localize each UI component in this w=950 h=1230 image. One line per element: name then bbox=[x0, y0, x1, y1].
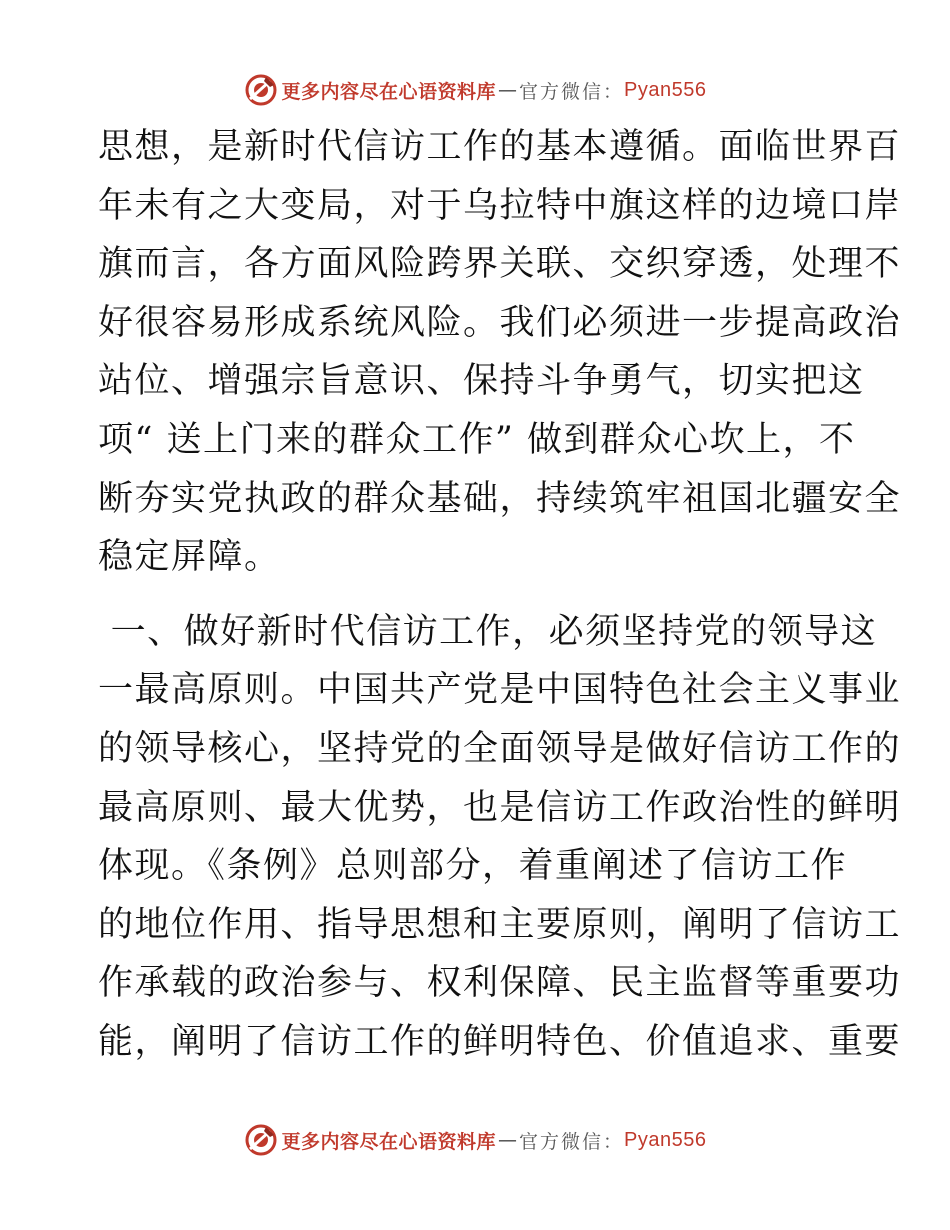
text-line: 稳定屏障。 bbox=[98, 537, 281, 578]
text-line: 一最高原则。中国共产党是中国特色社会主义事业 bbox=[98, 670, 902, 711]
text-line: 项“ 送上门来的群众工作” 做到群众心坎上，不 bbox=[98, 419, 856, 460]
text-line: 能，阐明了信访工作的鲜明特色、价值追求、重要 bbox=[98, 1021, 902, 1062]
text-line: 站位、增强宗旨意识、保持斗争勇气，切实把这 bbox=[98, 361, 865, 402]
text-line: 好很容易形成系统风险。我们必须进一步提高政治 bbox=[98, 302, 902, 343]
text-line: 一、做好新时代信访工作，必须坚持党的领导这 bbox=[98, 611, 878, 652]
paragraph-1 bbox=[98, 118, 902, 587]
text-line: 旗而言，各方面风险跨界关联、交织穿透，处理不 bbox=[98, 244, 902, 285]
text-line: 作承载的政治参与、权利保障、民主监督等重要功 bbox=[98, 963, 902, 1004]
document-body bbox=[98, 118, 902, 1072]
banner-wechat-id: Pyan556 bbox=[624, 78, 707, 101]
logo-icon bbox=[244, 73, 278, 107]
text-line: 年未有之大变局，对于乌拉特中旗这样的边境口岸 bbox=[98, 185, 902, 226]
banner-site-text: 更多内容尽在心语资料库 bbox=[281, 1130, 497, 1153]
banner-wechat-label: 官方微信： bbox=[519, 80, 625, 103]
banner-site-text: 更多内容尽在心语资料库 bbox=[281, 80, 497, 103]
paragraph-gap bbox=[98, 587, 858, 603]
banner-dash: — bbox=[498, 79, 518, 101]
logo-icon bbox=[244, 1123, 278, 1157]
text-line: 体现。《条例》总则部分，着重阐述了信访工作 bbox=[98, 846, 848, 887]
banner-dash: — bbox=[498, 1129, 518, 1151]
text-line: 的领导核心，坚持党的全面领导是做好信访工作的 bbox=[98, 728, 902, 769]
paragraph-2 bbox=[98, 603, 902, 1072]
banner-wechat-id: Pyan556 bbox=[624, 1128, 707, 1151]
text-line: 最高原则、最大优势，也是信访工作政治性的鲜明 bbox=[98, 787, 902, 828]
text-line: 思想，是新时代信访工作的基本遵循。面临世界百 bbox=[98, 127, 902, 167]
header-banner bbox=[0, 70, 950, 110]
banner-wechat-label: 官方微信： bbox=[519, 1130, 625, 1153]
text-line: 断夯实党执政的群众基础，持续筑牢祖国北疆安全 bbox=[98, 478, 902, 519]
footer-banner bbox=[0, 1120, 950, 1160]
text-line: 的地位作用、指导思想和主要原则，阐明了信访工 bbox=[98, 904, 902, 945]
